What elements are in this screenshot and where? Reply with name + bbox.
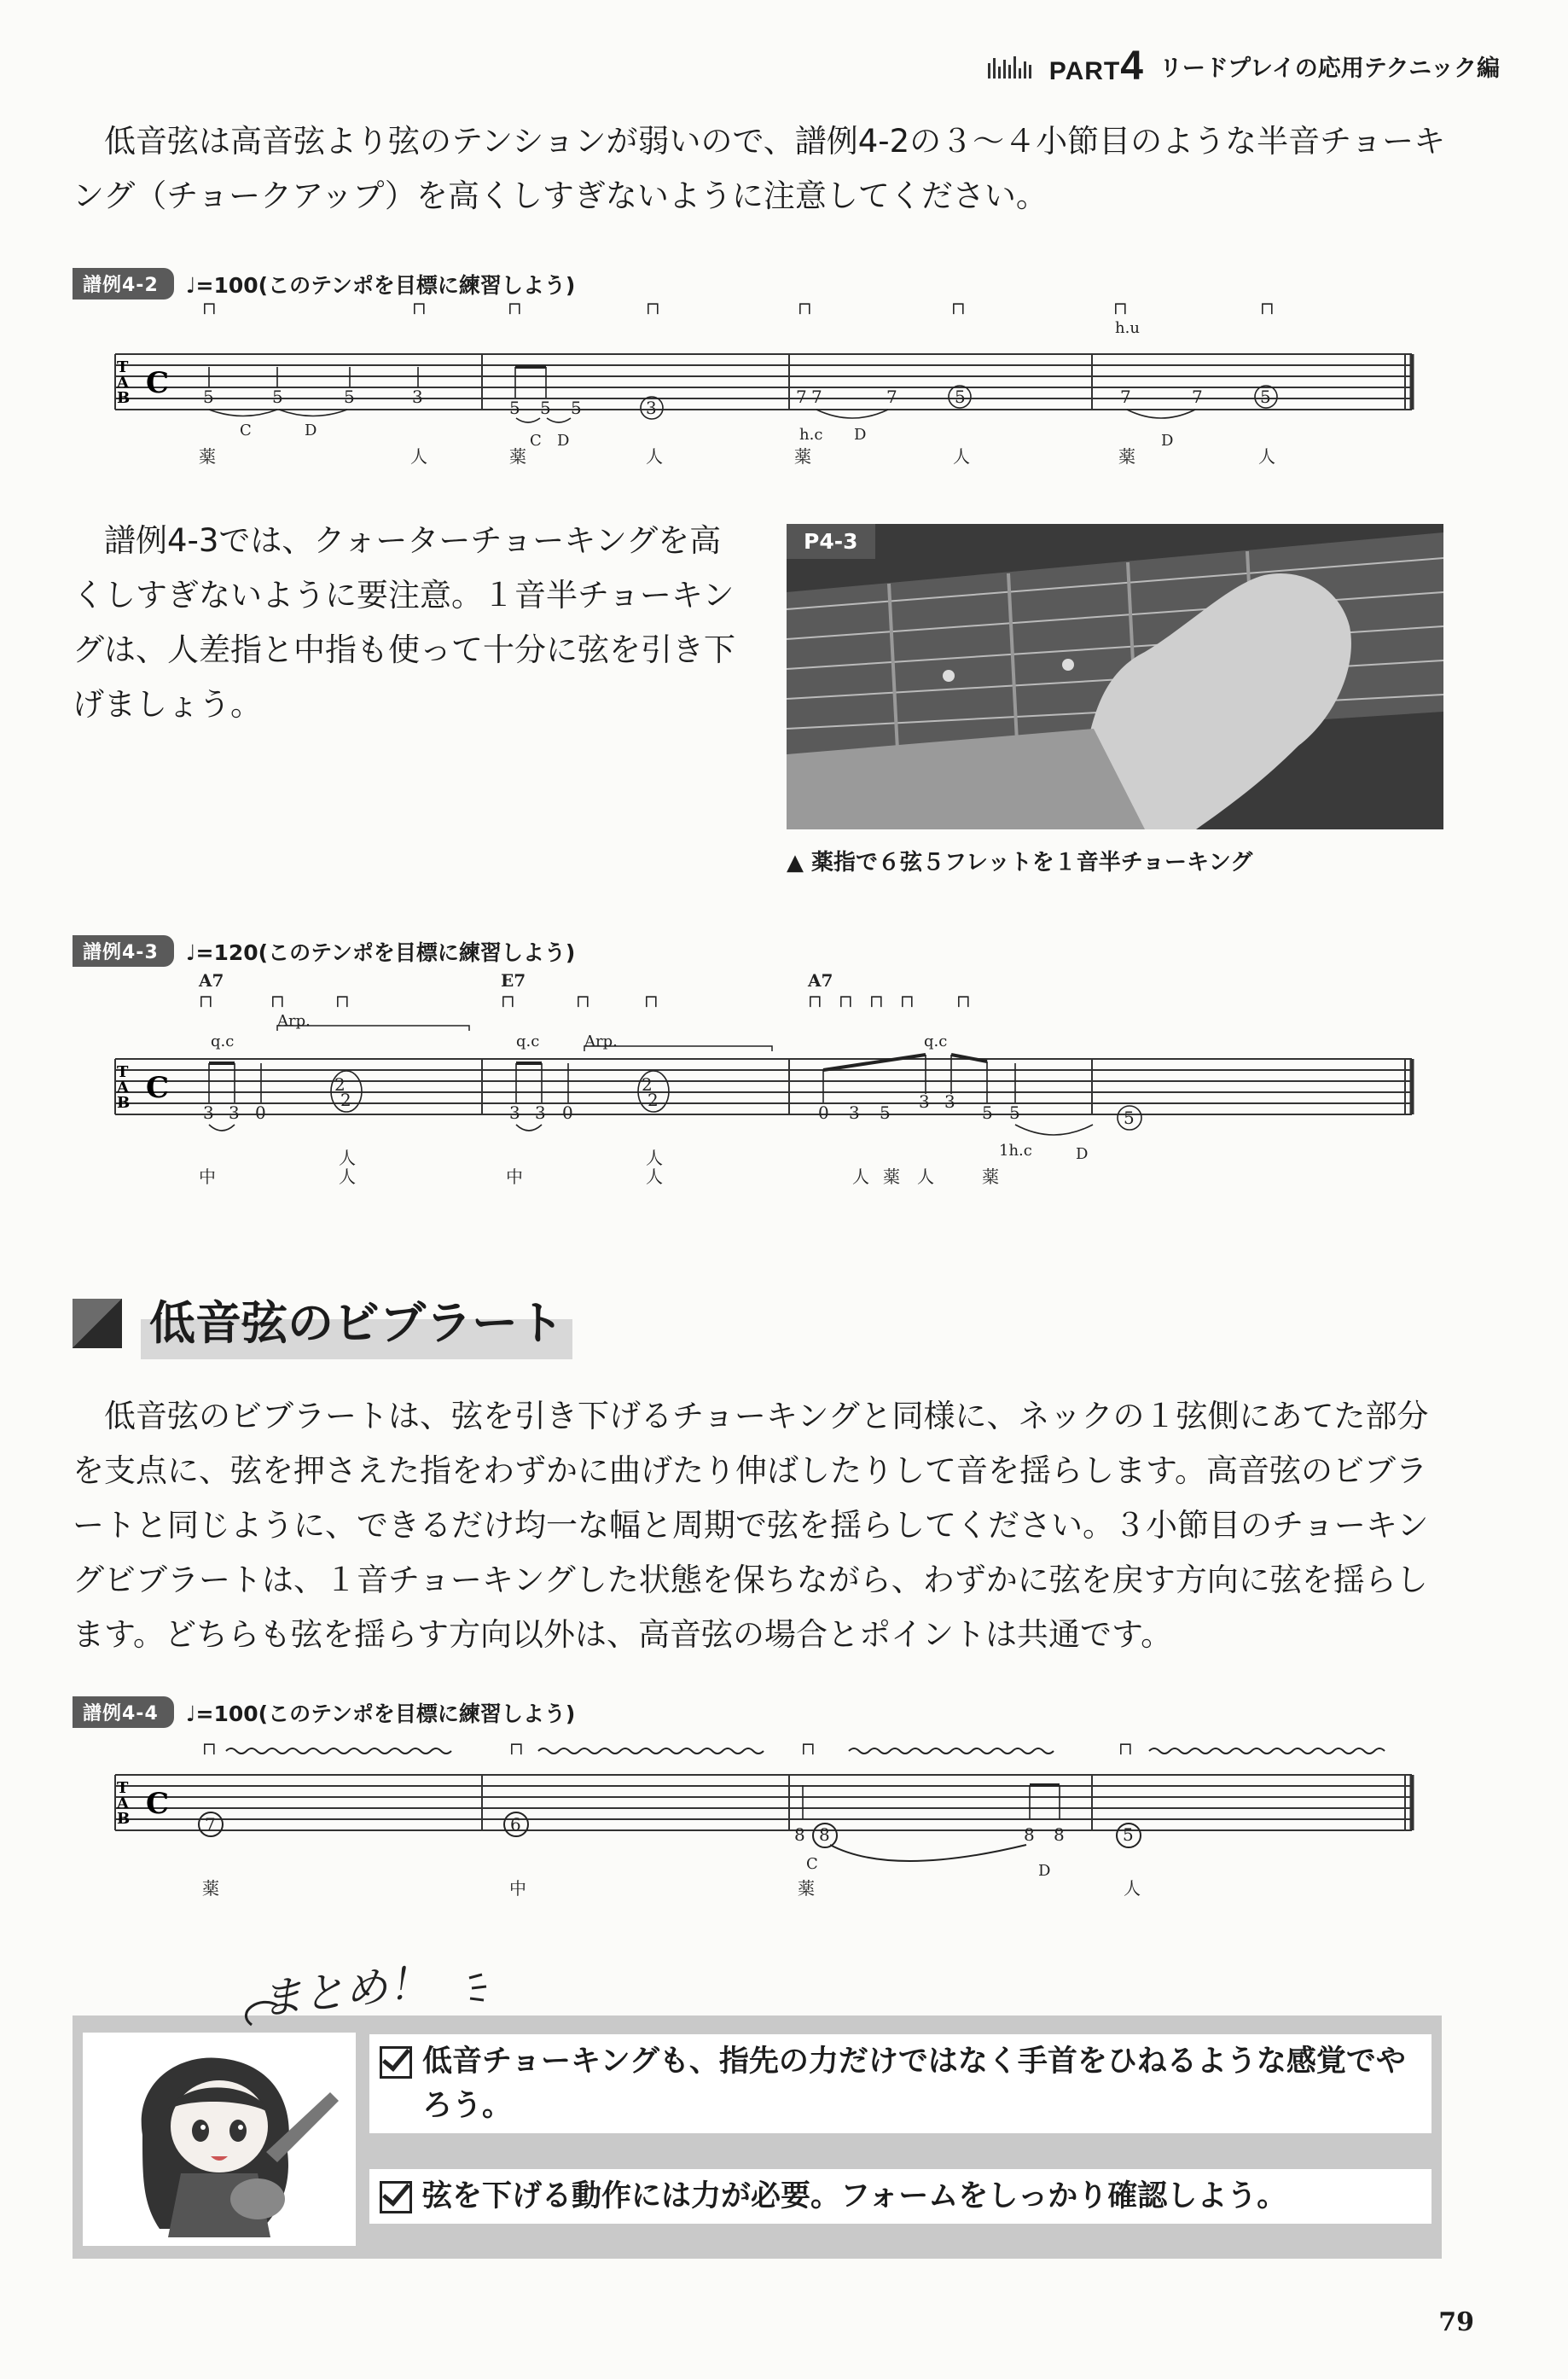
tech-label: D bbox=[854, 426, 867, 444]
finger-label: 薬 bbox=[982, 1166, 999, 1187]
section-marker-icon bbox=[73, 1299, 122, 1348]
summary-item: 低音チョーキングも、指先の力だけではなく手首をひねるような感覚でやろう。 bbox=[369, 2034, 1432, 2133]
tab-number: 5 bbox=[203, 387, 214, 407]
svg-text:⊓: ⊓ bbox=[869, 991, 884, 1011]
finger-label: 人 bbox=[1124, 1878, 1141, 1899]
tab-number: 7 bbox=[886, 387, 897, 407]
finger-label: 人 bbox=[339, 1166, 356, 1187]
photo-p4-3 bbox=[787, 524, 1443, 829]
photo-tag: P4-3 bbox=[787, 524, 875, 559]
tab-4-3 bbox=[73, 969, 1455, 1200]
tech-label: D bbox=[1076, 1145, 1089, 1163]
page-number: 79 bbox=[1438, 2307, 1474, 2337]
tab-number: 7 bbox=[1120, 387, 1131, 407]
finger-label: 人 bbox=[646, 1148, 663, 1168]
tab-number: 5 bbox=[1123, 1824, 1134, 1845]
finger-label: 人 bbox=[646, 1166, 663, 1187]
picking-mark: ⊓ bbox=[1113, 299, 1128, 318]
finger-label: 人 bbox=[917, 1166, 934, 1187]
header-title: リードプレイの応用テクニック編 bbox=[1159, 55, 1500, 82]
summary-title bbox=[226, 1944, 499, 2046]
tab-number: 8 bbox=[819, 1824, 830, 1845]
svg-text:まとめ！: まとめ！ bbox=[257, 1957, 433, 2025]
tech-label: C bbox=[530, 432, 542, 450]
svg-text:⊓: ⊓ bbox=[576, 991, 590, 1011]
finger-label: 薬 bbox=[199, 446, 216, 467]
chord-name: A7 bbox=[808, 970, 833, 991]
example-4-2-label bbox=[73, 268, 575, 300]
finger-label: 中 bbox=[199, 1166, 216, 1187]
svg-text:⊓: ⊓ bbox=[199, 991, 213, 1011]
svg-text:⊓: ⊓ bbox=[900, 991, 915, 1011]
finger-label: 人 bbox=[410, 446, 427, 467]
bars-icon bbox=[988, 55, 1034, 79]
svg-text:⊓: ⊓ bbox=[1118, 1738, 1133, 1759]
svg-text:⊓: ⊓ bbox=[956, 991, 971, 1011]
tech-label: h.c bbox=[799, 426, 823, 444]
tab-number: 5 bbox=[509, 398, 520, 418]
tab-number: 5 bbox=[571, 398, 582, 418]
tempo-text: ♩=100(このテンポを目標に練習しよう) bbox=[185, 272, 576, 298]
tab-number: 3 bbox=[229, 1102, 240, 1123]
tab-number: 5 bbox=[982, 1102, 993, 1123]
tab-number: 3 bbox=[203, 1102, 214, 1123]
tempo-text: ♩=100(このテンポを目標に練習しよう) bbox=[185, 1701, 576, 1726]
picking-mark: ⊓ bbox=[508, 299, 522, 318]
tab-number: 5 bbox=[1260, 387, 1271, 407]
tab-number: 5 bbox=[880, 1102, 891, 1123]
picking-mark: ⊓ bbox=[412, 299, 427, 318]
svg-text:A: A bbox=[117, 1794, 129, 1812]
svg-text:B: B bbox=[117, 1810, 131, 1828]
svg-text:⊓: ⊓ bbox=[202, 1738, 217, 1759]
tech-label: q.c bbox=[211, 1032, 235, 1050]
finger-label: 人 bbox=[852, 1166, 869, 1187]
tab-number: 5 bbox=[272, 387, 283, 407]
picking-mark: ⊓ bbox=[951, 299, 966, 318]
section-paragraph: 低音弦のビブラートは、弦を引き下げるチョーキングと同様に、ネックの１弦側にあてた部分を支点に、弦を押さえた指をわずかに曲げたり伸ばしたりして音を揺らします。高音弦のビブラートと同じように、できるだけ均一な幅と周期で弦を揺らしてください。３小節目のチョーキングビブラートは、１音チョーキングした状態を保ちながら、わずかに弦を戻す方向に弦を揺らします。どちらも弦を揺らす方向以外は、高音弦の場合とポイントは共通です。 bbox=[73, 1398, 1429, 1653]
tab-number: 5 bbox=[540, 398, 551, 418]
tab-clef: T bbox=[117, 358, 129, 376]
finger-label: 人 bbox=[953, 446, 970, 467]
example-tag: 譜例4-2 bbox=[73, 268, 174, 300]
chord-name: E7 bbox=[501, 970, 526, 991]
tab-number: 8 bbox=[1024, 1824, 1035, 1845]
tab-4-4 bbox=[73, 1732, 1455, 1903]
tab-number: 8 bbox=[794, 1824, 805, 1845]
tab-number: 3 bbox=[849, 1102, 860, 1123]
tab-number: 7 bbox=[796, 387, 807, 407]
svg-text:T: T bbox=[117, 1779, 129, 1797]
example-tag: 譜例4-4 bbox=[73, 1696, 174, 1728]
chord-name: A7 bbox=[199, 970, 224, 991]
svg-text:A: A bbox=[117, 1079, 129, 1096]
tech-label: D bbox=[1038, 1862, 1051, 1880]
tab-4-2 bbox=[73, 299, 1455, 478]
tab-number: 2 bbox=[340, 1090, 351, 1110]
finger-label: 薬 bbox=[509, 446, 526, 467]
svg-text:⊓: ⊓ bbox=[335, 991, 350, 1011]
svg-text:T: T bbox=[117, 1063, 129, 1081]
svg-text:B: B bbox=[117, 1094, 131, 1112]
tech-label: D bbox=[557, 432, 570, 450]
tech-label: C bbox=[240, 422, 252, 439]
tech-label: q.c bbox=[924, 1032, 948, 1050]
finger-label: 中 bbox=[506, 1166, 523, 1187]
mascot-illustration bbox=[83, 2033, 356, 2246]
tech-label: D bbox=[305, 422, 317, 439]
svg-text:⊓: ⊓ bbox=[839, 991, 853, 1011]
finger-label: 薬 bbox=[883, 1166, 900, 1187]
tab-number: 3 bbox=[919, 1091, 930, 1112]
tech-label: Arp. bbox=[277, 1012, 311, 1030]
tab-number: 0 bbox=[255, 1102, 266, 1123]
finger-label: 人 bbox=[339, 1148, 356, 1168]
tab-number: 0 bbox=[562, 1102, 573, 1123]
section-heading bbox=[73, 1287, 572, 1359]
finger-label: 人 bbox=[646, 446, 663, 467]
finger-label: 薬 bbox=[202, 1878, 219, 1899]
tab-number: 2 bbox=[648, 1090, 659, 1110]
svg-text:⊓: ⊓ bbox=[270, 991, 285, 1011]
tab-number: 7 bbox=[205, 1814, 216, 1835]
tab-number: 5 bbox=[344, 387, 355, 407]
section-title: 低音弦のビブラート bbox=[141, 1287, 572, 1359]
tab-number: 3 bbox=[944, 1091, 955, 1112]
example-4-4-label bbox=[73, 1696, 575, 1728]
finger-label: 中 bbox=[509, 1878, 526, 1899]
svg-text:⊓: ⊓ bbox=[808, 991, 822, 1011]
tab-number: 3 bbox=[509, 1102, 520, 1123]
tab-number: 2 bbox=[642, 1074, 653, 1095]
checkbox-icon bbox=[380, 2046, 412, 2079]
tab-number: 5 bbox=[1124, 1108, 1135, 1128]
tech-label: h.u bbox=[1115, 319, 1140, 337]
photo-caption: ▲ 薬指で６弦５フレットを１音半チョーキング bbox=[787, 850, 1253, 875]
summary-item: 弦を下げる動作には力が必要。フォームをしっかり確認しよう。 bbox=[369, 2169, 1432, 2224]
tech-label: D bbox=[1161, 432, 1174, 450]
summary-box bbox=[73, 2015, 1442, 2259]
finger-label: 薬 bbox=[794, 446, 811, 467]
time-signature: C bbox=[146, 1787, 170, 1821]
svg-text:B: B bbox=[117, 389, 131, 407]
tab-number: 5 bbox=[955, 387, 966, 407]
svg-text:⊓: ⊓ bbox=[501, 991, 515, 1011]
time-signature: C bbox=[146, 366, 170, 400]
svg-text:⊓: ⊓ bbox=[801, 1738, 816, 1759]
picking-mark: ⊓ bbox=[646, 299, 660, 318]
tech-label: C bbox=[806, 1855, 818, 1873]
tab-number: 8 bbox=[1054, 1824, 1065, 1845]
finger-label: 人 bbox=[1258, 446, 1275, 467]
time-signature: C bbox=[146, 1071, 170, 1105]
picking-mark: ⊓ bbox=[1260, 299, 1275, 318]
tech-label: Arp. bbox=[584, 1032, 618, 1050]
svg-text:A: A bbox=[117, 374, 129, 392]
checkbox-icon bbox=[380, 2181, 412, 2213]
finger-label: 薬 bbox=[1118, 446, 1135, 467]
example-tag: 譜例4-3 bbox=[73, 935, 174, 967]
guitar-photo bbox=[787, 524, 1443, 829]
character-icon bbox=[83, 2033, 356, 2246]
tab-number: 7 bbox=[1192, 387, 1203, 407]
tab-number: 7 bbox=[811, 387, 822, 407]
tab-number: 0 bbox=[818, 1102, 829, 1123]
intro-paragraph: 低音弦は高音弦より弦のテンションが弱いので、譜例4-2の３～４小節目のような半音チョーキング（チョークアップ）を高くしすぎないように注意してください。 bbox=[73, 123, 1446, 214]
example-4-3-label bbox=[73, 935, 575, 967]
page-header bbox=[988, 43, 1500, 90]
part-label: PART4 bbox=[1048, 44, 1144, 89]
tab-number: 3 bbox=[535, 1102, 546, 1123]
tab-number: 2 bbox=[334, 1074, 346, 1095]
tempo-text: ♩=120(このテンポを目標に練習しよう) bbox=[185, 939, 576, 965]
tab-number: 5 bbox=[1009, 1102, 1020, 1123]
tech-label: q.c bbox=[516, 1032, 540, 1050]
paragraph-4-3: 譜例4-3では、クォーターチョーキングを高くしすぎないように要注意。１音半チョーキングは、人差指と中指も使って十分に弦を引き下げましょう。 bbox=[73, 522, 735, 723]
picking-mark: ⊓ bbox=[798, 299, 812, 318]
finger-label: 薬 bbox=[798, 1878, 815, 1899]
tab-number: 3 bbox=[646, 398, 657, 418]
svg-text:⊓: ⊓ bbox=[644, 991, 659, 1011]
tab-number: 6 bbox=[510, 1814, 521, 1835]
svg-text:⊓: ⊓ bbox=[509, 1738, 524, 1759]
tech-label: 1h.c bbox=[999, 1142, 1032, 1160]
tab-number: 3 bbox=[412, 387, 423, 407]
picking-mark: ⊓ bbox=[202, 299, 217, 318]
